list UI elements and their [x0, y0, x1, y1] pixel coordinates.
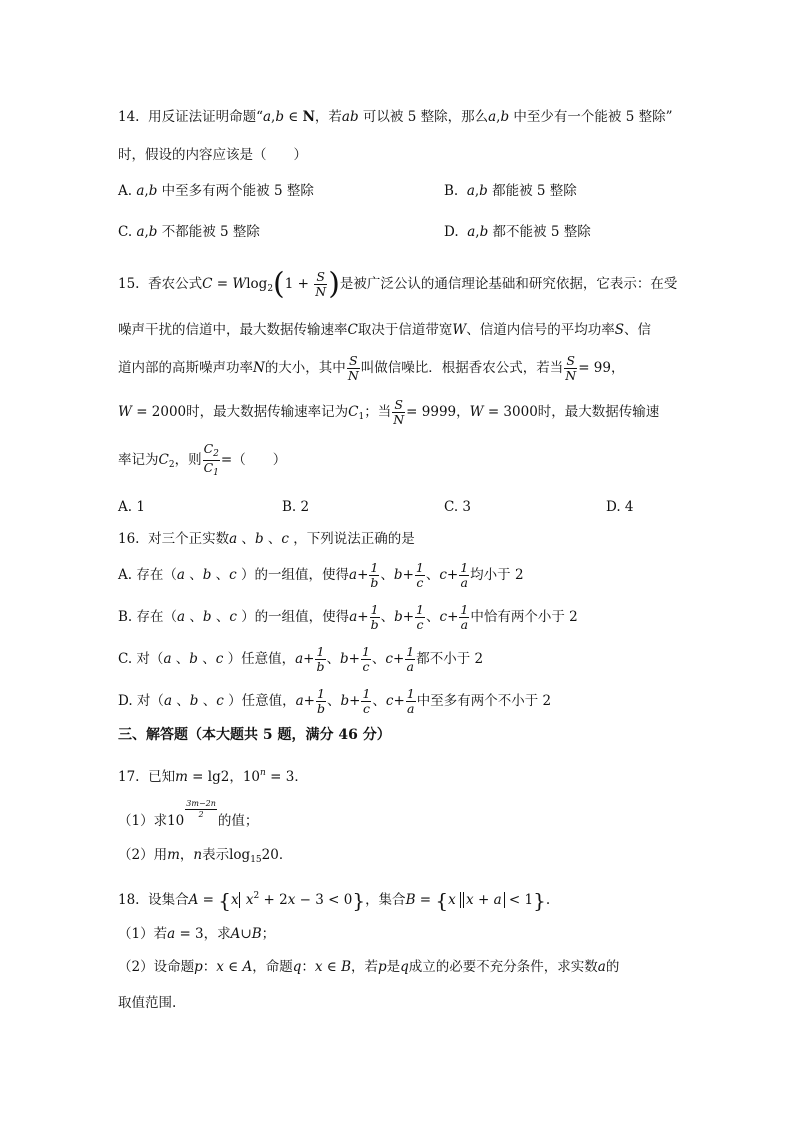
- q14-number: 14.: [118, 109, 140, 125]
- q16-option-c: C. 对（a 、b 、c ）任意值，a+ $\frac{1}{b}$ 、b+ $\frac{1}{c}$ 、c+ $\frac{1}{a}$ 都不小于 2: [118, 643, 484, 674]
- q16-stem: 16. 对三个正实数a 、b 、c ，下列说法正确的是: [118, 531, 415, 547]
- q18-stem: 18. 设集合A = {x $x^2 + 2x - 3 < 0$}，集合B = {x x + a < 1}.: [118, 888, 551, 913]
- q15-stem-line5: 率记为$C_2$，则 $\frac{C_2}{C_1}$ =（ ）: [118, 441, 287, 478]
- section-heading: 三、解答题（本大题共 5 题，满分 46 分）: [118, 727, 391, 743]
- q15-option-c: C. 3: [444, 499, 472, 515]
- q15-stem-line3: 道内部的高斯噪声功率N的大小，其中 $\frac{S}{N}$ 叫做信噪比．根据香农公式，若当 $\frac{S}{N}$ = 99，: [118, 352, 625, 383]
- q16-option-d: D. 对（a 、b 、c ）任意值，a+ $\frac{1}{b}$ 、b+ $\frac{1}{c}$ 、c+ $\frac{1}{a}$ 中至多有两个不小于 2: [118, 685, 552, 716]
- q15-option-a: A. 1: [118, 499, 145, 515]
- q15-number: 15.: [118, 276, 140, 292]
- q14-option-d: D. a,b 都不能被 5 整除: [444, 224, 591, 240]
- q14-option-b: B. a,b 都能被 5 整除: [444, 183, 577, 199]
- q14-option-c: C. a,b 不都能被 5 整除: [118, 224, 260, 240]
- q14-stem-line1: 14. 用反证法证明命题“a,b ∈ N，若ab 可以被 5 整除，那么a,b 中至少有一个能被 5 整除”: [118, 109, 673, 125]
- q14-stem-line2: 时，假设的内容应该是（ ）: [118, 147, 307, 163]
- q15-stem-line1: 15. 香农公式C = Wlog$_2$(1 + $\frac{S}{N}$ )是被广泛公认的通信理论基础和研究依据，它表示：在受: [118, 266, 678, 302]
- q18-number: 18.: [118, 892, 140, 908]
- q15-option-d: D. 4: [606, 499, 634, 515]
- q17-part2: （2）用m，n表示$\log_{15}20$．: [118, 847, 293, 865]
- q17-number: 17.: [118, 769, 140, 785]
- q18-part2-line2: 取值范围.: [118, 995, 177, 1011]
- q15-option-b: B. 2: [282, 499, 310, 515]
- q18-part2: （2）设命题p：x ∈ A，命题q：x ∈ B，若p是q成立的必要不充分条件，求实数a的: [118, 959, 620, 975]
- q18-part1: （1）若a = 3，求A∪B；: [118, 926, 276, 942]
- q17-part1: （1）求10 $\frac{3m-2n}{2}$ 的值；: [118, 799, 259, 829]
- q16-option-a: A. 存在（a 、b 、c ）的一组值，使得a+ $\frac{1}{b}$ 、b+ $\frac{1}{c}$ 、c+ $\frac{1}{a}$ 均小于 2: [118, 559, 524, 590]
- q16-option-b: B. 存在（a 、b 、c ）的一组值，使得a+ $\frac{1}{b}$ 、b+ $\frac{1}{c}$ 、c+ $\frac{1}{a}$ 中恰有两个小于 2: [118, 601, 578, 632]
- q15-stem-line2: 噪声干扰的信道中，最大数据传输速率C取决于信道带宽W、信道内信号的平均功率S、信: [118, 322, 651, 338]
- q14-option-a: A. a,b 中至多有两个能被 5 整除: [118, 183, 314, 199]
- q17-stem: 17. 已知m = lg2，$10^n = 3$．: [118, 768, 308, 785]
- q16-number: 16.: [118, 531, 140, 547]
- q15-stem-line4: W = 2000时，最大数据传输速率记为$C_1$；当 $\frac{S}{N}$ = 9999，W = 3000时，最大数据传输速: [118, 396, 660, 427]
